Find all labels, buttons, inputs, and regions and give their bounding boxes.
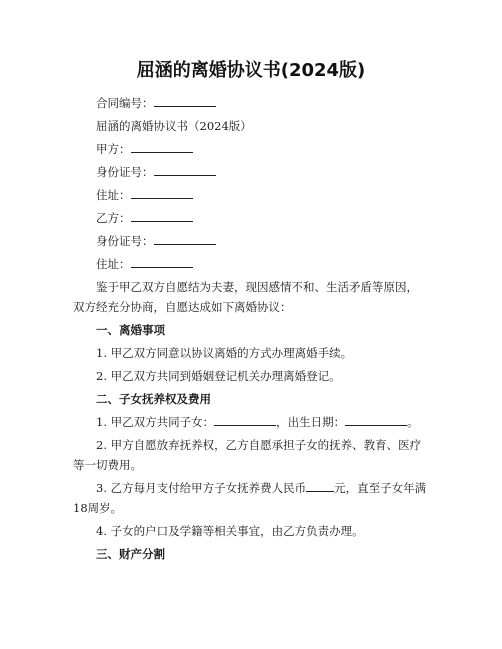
section-2-item-3-line-1 (96, 480, 426, 496)
support-amount-blank (306, 480, 334, 492)
party-a-blank (131, 141, 193, 153)
party-a-id-blank (154, 164, 216, 176)
party-b-line (96, 210, 193, 226)
party-a-label: 甲方： (96, 142, 131, 156)
item-1-end: 。 (407, 415, 419, 429)
section-2-item-2-line-1: 2. 甲方自愿放弃抚养权，乙方自愿承担子女的抚养、教育、医疗 (96, 438, 422, 452)
party-b-address-blank (131, 256, 193, 268)
party-b-address-line (96, 256, 193, 272)
party-a-id-line (96, 164, 216, 180)
section-3-heading: 三、财产分割 (96, 547, 165, 561)
contract-number-line (96, 95, 216, 111)
party-a-id-label: 身份证号： (96, 165, 154, 179)
document-title: 屈涵的离婚协议书(2024版) (136, 60, 366, 81)
party-a-address-line (96, 187, 193, 203)
party-b-id-blank (154, 233, 216, 245)
document-subtitle: 屈涵的离婚协议书（2024版） (96, 119, 252, 133)
party-a-address-blank (131, 187, 193, 199)
party-b-blank (131, 210, 193, 222)
section-1-item-2: 2. 甲乙双方共同到婚姻登记机关办理离婚登记。 (96, 369, 341, 383)
party-b-address-label: 住址： (96, 257, 131, 271)
children-label: 1. 甲乙双方共同子女： (96, 415, 215, 429)
birth-date-label: ，出生日期： (276, 415, 346, 429)
contract-number-blank (154, 95, 216, 107)
support-until-text: 元，直至子女年满 (334, 481, 427, 495)
party-b-id-line (96, 233, 216, 249)
intro-paragraph-line-2: 双方经充分协商，自愿达成如下离婚协议： (73, 300, 292, 314)
birth-date-blank (345, 414, 407, 426)
section-2-item-4: 4. 子女的户口及学籍等相关事宜，由乙方负责办理。 (96, 524, 364, 538)
children-name-blank (214, 414, 276, 426)
section-2-item-1 (96, 414, 419, 430)
section-2-item-2-line-2: 等一切费用。 (73, 458, 142, 472)
support-amount-label: 3. 乙方每月支付给甲方子女抚养费人民币 (96, 481, 307, 495)
party-b-label: 乙方： (96, 211, 131, 225)
section-2-heading: 二、子女抚养权及费用 (96, 392, 211, 406)
intro-paragraph-line-1: 鉴于甲乙双方自愿结为夫妻，现因感情不和、生活矛盾等原因， (96, 280, 418, 294)
section-1-item-1: 1. 甲乙双方同意以协议离婚的方式办理离婚手续。 (96, 346, 353, 360)
party-a-address-label: 住址： (96, 188, 131, 202)
section-2-item-3-line-2: 18周岁。 (73, 501, 123, 515)
contract-number-label: 合同编号： (96, 96, 154, 110)
party-a-line (96, 141, 193, 157)
party-b-id-label: 身份证号： (96, 234, 154, 248)
section-1-heading: 一、离婚事项 (96, 323, 165, 337)
